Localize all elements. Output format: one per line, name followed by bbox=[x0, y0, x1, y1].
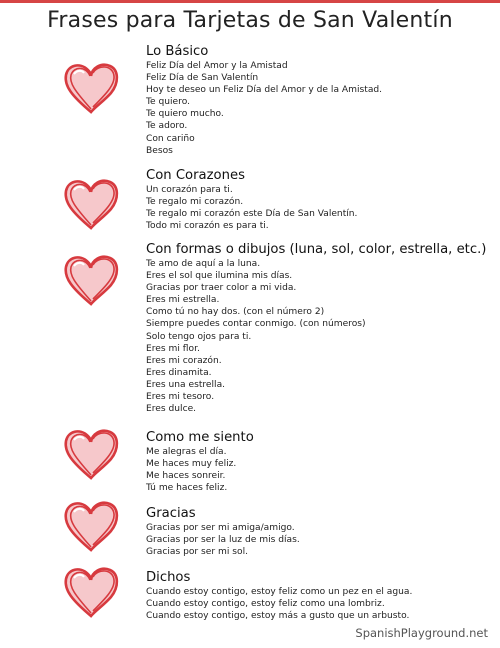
page-title: Frases para Tarjetas de San Valentín bbox=[47, 8, 453, 33]
section-heading: Gracias bbox=[146, 506, 196, 521]
phrase-line: Te regalo mi corazón. bbox=[146, 197, 244, 208]
phrase-line: Cuando estoy contigo, estoy feliz como una lombriz. bbox=[146, 599, 385, 610]
phrase-line: Feliz Día de San Valentín bbox=[146, 73, 259, 84]
phrase-line: Me alegras el día. bbox=[146, 447, 227, 457]
heart-icon bbox=[60, 250, 122, 308]
phrase-line: Cuando estoy contigo, estoy más a gusto que un arbusto. bbox=[146, 611, 410, 622]
top-border bbox=[0, 0, 500, 3]
phrase-line: Un corazón para ti. bbox=[146, 185, 233, 195]
phrase-line: Siempre puedes contar conmigo. (con números) bbox=[146, 319, 366, 330]
phrase-line: Eres dulce. bbox=[146, 404, 197, 415]
phrase-line: Gracias por ser mi amiga/amigo. bbox=[146, 523, 295, 533]
phrase-line: Eres mi tesoro. bbox=[146, 392, 215, 403]
phrase-line: Eres dinamita. bbox=[146, 367, 212, 378]
phrase-line: Te quiero. bbox=[146, 97, 190, 108]
footer-url: SpanishPlayground.net bbox=[355, 626, 488, 640]
heart-icon bbox=[60, 58, 122, 116]
phrase-line: Te adoro. bbox=[146, 121, 188, 132]
heart-icon bbox=[60, 174, 122, 232]
phrase-line: Eres mi flor. bbox=[146, 343, 200, 354]
phrase-line: Eres mi estrella. bbox=[146, 295, 220, 306]
heart-icon bbox=[60, 424, 122, 482]
heart-icon bbox=[60, 496, 122, 554]
section-gracias bbox=[146, 506, 496, 558]
section-heading: Lo Básico bbox=[146, 44, 209, 59]
phrase-line: Todo mi corazón es para ti. bbox=[146, 221, 269, 232]
phrase-line: Te regalo mi corazón este Día de San Valentín. bbox=[146, 209, 358, 220]
section-heading: Como me siento bbox=[146, 430, 254, 445]
section-heading: Con Corazones bbox=[146, 168, 245, 183]
phrase-line: Hoy te deseo un Feliz Día del Amor y de la Amistad. bbox=[146, 85, 383, 96]
section-dichos bbox=[146, 570, 496, 622]
phrase-line: Besos bbox=[146, 145, 173, 156]
section-con-formas bbox=[146, 242, 496, 415]
section-heading: Con formas o dibujos (luna, sol, color, estrella, etc.) bbox=[146, 242, 487, 257]
phrase-line: Eres mi corazón. bbox=[146, 355, 222, 366]
section-con-corazones bbox=[146, 168, 496, 232]
phrase-line: Te quiero mucho. bbox=[146, 109, 224, 120]
section-heading: Dichos bbox=[146, 570, 191, 585]
phrase-line: Me haces sonreir. bbox=[146, 471, 226, 482]
phrase-line: Tú me haces feliz. bbox=[146, 483, 228, 494]
phrase-line: Eres el sol que ilumina mis días. bbox=[146, 271, 293, 282]
phrase-line: Como tú no hay dos. (con el número 2) bbox=[146, 307, 325, 318]
phrase-line: Me haces muy feliz. bbox=[146, 459, 237, 470]
phrase-line: Feliz Día del Amor y la Amistad bbox=[146, 61, 288, 71]
phrase-line: Te amo de aquí a la luna. bbox=[146, 259, 261, 269]
section-lo-basico bbox=[146, 44, 496, 157]
phrase-line: Con cariño bbox=[146, 133, 195, 144]
phrase-line: Solo tengo ojos para ti. bbox=[146, 331, 252, 342]
phrase-line: Gracias por ser la luz de mis días. bbox=[146, 535, 300, 546]
phrase-line: Cuando estoy contigo, estoy feliz como un pez en el agua. bbox=[146, 587, 413, 597]
phrase-line: Eres una estrella. bbox=[146, 379, 226, 390]
phrase-line: Gracias por ser mi sol. bbox=[146, 547, 249, 558]
section-como-me-siento bbox=[146, 430, 496, 494]
phrase-line: Gracias por traer color a mi vida. bbox=[146, 283, 297, 294]
heart-icon bbox=[60, 562, 122, 620]
